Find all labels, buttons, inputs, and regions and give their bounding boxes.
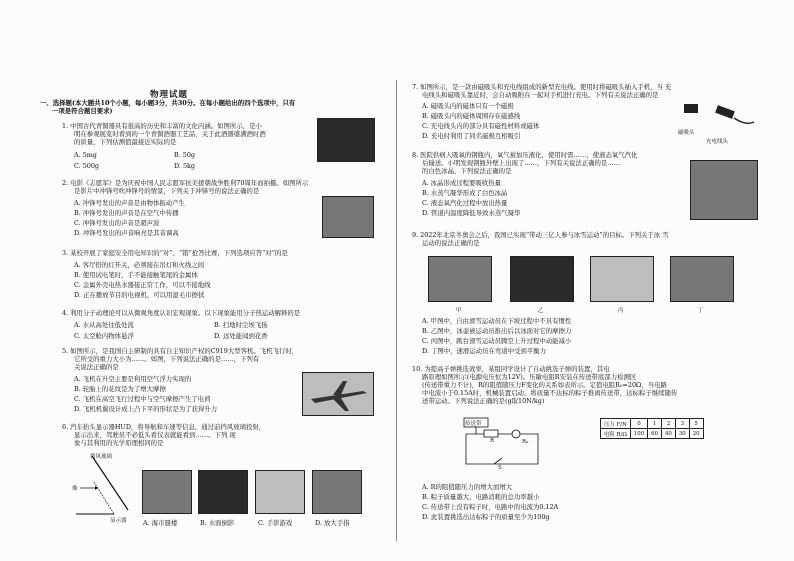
switch-s-label: S [498, 465, 502, 471]
speed-skating-photo [670, 256, 734, 302]
shadow-play-photo [255, 470, 305, 514]
q2-stem-2: 是影片中冲锋号吹冲锋号的情景，下列关于冲锋号的说法正确的是 [74, 187, 260, 195]
q4-option-d: D. 远处能闻到花香 [214, 332, 268, 340]
freestyle-ski-photo [428, 256, 492, 302]
bronze-vessel-photo [317, 118, 375, 162]
q10-option-a: A. R的阻值随压力的增大而增大 [422, 483, 513, 491]
q3-stem: 3. 某校开展了家庭安全用电知识的“对”、“错”抢答比赛，下列选项应答“对”的是 [62, 249, 288, 257]
table-cell: 1 [648, 419, 662, 429]
q10-stem-5: 送带运动。下列说法正确的是(g取10N/kg) [422, 397, 545, 405]
table-cell: 压力 F/N [601, 419, 631, 429]
q9-stem-1: 9. 2022年北京冬奥会之后，我国已实现“带动三亿人参与冰雪运动”的目标。下列关于冰 雪 [412, 231, 669, 239]
section-intro-line-2: 一项是符合题目要求) [52, 107, 113, 115]
q1-option-b: B. 50g [174, 151, 195, 159]
q8-stem-1: 8. 医院供病人吸氧的钢瓶内，氧气被加压液化，使用时需……，使液态氧气汽化 [412, 151, 638, 159]
q9-option-d: D. 丁图中，速滑运动员在弯道中受到平衡力 [422, 347, 546, 355]
q3-option-c: C. 金属外壳电热水器接正常工作，可以不接地线 [74, 281, 211, 289]
q6-option-b: B. 水面倒影 [200, 519, 235, 527]
water-reflection-photo [198, 470, 248, 514]
resistor-r0-label: R₀ [522, 439, 529, 445]
q7-option-b: B. 磁吸头内的磁体周围存在磁感线 [422, 112, 521, 120]
q3-option-d: D. 正在播放节目的电视机，可以用湿毛巾擦拭 [74, 291, 205, 299]
cable-head-label: 充电线头 [706, 139, 729, 145]
q2-option-d: D. 冲锋号发出的声音响亮是其音调高 [74, 229, 179, 237]
table-cell: 40 [662, 429, 676, 439]
q2-option-a: A. 冲锋号发出的声音是由物体振动产生 [74, 199, 185, 207]
q4-stem: 4. 利用分子动理论可以从微观角度认识宏观现象。以下现象能用分子热运动解释的是 [62, 309, 301, 317]
q1-option-c: C. 500g [74, 162, 100, 170]
mirage-photo [142, 470, 192, 514]
q1-stem-2: 明在参观展览时看到的一个青铜酒器工艺品，关于此酒器盛满酒时酒 [74, 130, 266, 138]
q5-option-a: A. 飞机在升空主要是利用空气浮力实现的 [74, 375, 192, 383]
caption-bing: 丙 [618, 308, 624, 314]
image-label: 像 [72, 486, 78, 492]
q10-option-c: C. 传送带上没有粽子时，电路中的电流为0.12A [422, 503, 559, 511]
ski-jump-photo [590, 256, 654, 302]
q10-option-d: D. 此装置挑选出达标粽子的质量至少为100g [422, 513, 550, 521]
caption-ding: 丁 [698, 308, 704, 314]
q9-option-a: A. 甲图中，自由滑雪运动员在下坡过程中不具有惯性 [422, 317, 572, 325]
q8-option-c: C. 液态氧汽化过程中放出热量 [422, 199, 508, 207]
q8-option-b: B. 水蒸气凝华形成了白色冰晶 [422, 189, 508, 197]
table-cell: 电阻 R/Ω [601, 429, 631, 439]
q8-option-d: D. 管道内温度降低导致水蒸气凝华 [422, 209, 521, 217]
q7-stem-1: 7. 如图所示，是一款由磁吸头和充电线组成的新型充电线。使用时将磁吸头插入手机，当 充 [412, 83, 672, 91]
q6-option-d: D. 放大手指 [315, 519, 350, 527]
table-cell: 30 [675, 429, 689, 439]
oxygen-cylinder-photo [690, 160, 758, 220]
q5-option-b: B. 轮胎上的花纹是为了增大摩擦 [74, 385, 166, 393]
table-cell: 5 [689, 419, 703, 429]
q7-option-a: A. 磁吸头内的磁体只有一个磁极 [422, 102, 514, 110]
q10-stem-4: 中电流小于0.15A时，机械装置启动，将质量不达标的粽子推离传送带，达标粽子继续随传 [422, 389, 678, 397]
q4-option-c: C. 太空舱内物体悬浮 [74, 332, 134, 340]
magnifier-photo [312, 470, 362, 514]
q7-stem-2: 电线头和磁吸头靠近时，会自动吸附在一起对手机进行充电。下列有关说法正确的是 [422, 91, 659, 99]
table-cell: 0 [630, 419, 647, 429]
q2-stem-1: 2. 电影《志愿军》是为庆祝中国人民志愿军抗美援朝战争胜利70周年而拍摄。如图所示 [62, 179, 309, 187]
q4-option-a: A. 水从高处往低处流 [74, 321, 134, 329]
q4-option-b: B. 扫地时尘埃飞扬 [214, 321, 268, 329]
q1-stem-1: 1. 中国古代青铜器具有很高的历史和丰富的文化内涵。如图所示，是小 [62, 122, 262, 130]
q6-option-a: A. 海市蜃楼 [143, 519, 178, 527]
q9-stem-2: 运动的说法正确的是 [422, 239, 480, 247]
page-title: 物理试题 [150, 90, 189, 100]
q10-stem-3: (传送带重力不计)，R的阻值随压力F变化的关系如表所示。定值电阻R₀=20Ω，当电路 [422, 381, 667, 389]
table-row [601, 419, 704, 429]
table-cell: 2 [662, 419, 676, 429]
table-cell: 100 [630, 429, 647, 439]
q10-option-b: B. 粽子质量越大，电路消耗的总功率越小 [422, 493, 540, 501]
curling-photo [510, 256, 574, 302]
table-cell: 60 [648, 429, 662, 439]
table-row [601, 429, 704, 439]
section-intro-line-1: 一、选择题(本大题共10个小题，每小题3分，共30分。在每小题给出的四个选项中，只有 [40, 99, 296, 107]
airplane-icon [303, 373, 373, 415]
display-label: 显示器 [110, 518, 127, 524]
conveyor-label: 传送带 [465, 421, 482, 427]
q8-stem-3: 的白色冰晶，下列说法正确的是 [422, 167, 512, 175]
q2-option-b: B. 冲锋号发出的声音是在空气中传播 [74, 209, 179, 217]
q3-option-a: A. 客厅搭的灯开关，必须接在吊灯和火线之间 [74, 261, 205, 269]
q6-stem-2: 显示出来，驾驶员不必低头看仪表就能看到……。下列 现 [74, 431, 236, 439]
q6-stem-3: 象与其利用的光学原理相同的是 [74, 439, 164, 447]
windshield-label: 挡风玻璃 [90, 454, 113, 460]
q8-stem-2: 后输送。小明发现钢瓶外壁上出现了……，下列有关说法正确的是…… [422, 159, 621, 167]
q9-option-c: C. 丙图中，跳台滑雪运动员腾空上升过程中动能减小 [422, 337, 572, 345]
q9-option-b: B. 乙图中，冰壶被运动员推出后以冰面对它的摩擦力 [422, 327, 572, 335]
magnetic-head-label: 磁吸头 [678, 130, 695, 136]
pressure-resistance-table [600, 418, 704, 439]
q7-option-c: C. 充电线头内的部分具有磁性材料或磁体 [422, 122, 540, 130]
resistor-r-label: R [490, 438, 495, 444]
q6-stem-1: 6. 汽车抬头显示器HUD，将导航和车速等信息，通过前挡风玻璃投射， [62, 423, 266, 431]
q10-stem-1: 10. 为提高子弹挑选效率，某组同学设计了自动挑选子弹的装置，其电 [412, 365, 610, 373]
q5-stem-2: 它所受的重力大小为……。如图，下列说法正确的是……，下列有 [74, 355, 260, 363]
column-divider [396, 80, 397, 541]
caption-yi: 乙 [538, 308, 544, 314]
table-cell: 20 [689, 429, 703, 439]
q5-option-d: D. 飞机机翼设计成上凸下平的形状是为了获得升力 [74, 405, 218, 413]
magnetic-charger-diagram [676, 102, 756, 142]
q1-option-a: A. 5mg [74, 151, 97, 159]
q3-option-b: B. 使用试电笔时，手不能接触笔尾的金属体 [74, 271, 198, 279]
q10-stem-2: 路原理如图所示(电源电压恒为12V)。压敏电阻R安装在传送带底部力检测区 [422, 373, 637, 381]
caption-jia: 甲 [456, 308, 462, 314]
q6-option-c: C. 手影游戏 [258, 519, 293, 527]
bugle-soldier-photo [322, 196, 374, 238]
q2-option-c: C. 冲锋号发出的声音是超声波 [74, 219, 160, 227]
q8-option-a: A. 冰晶形成过程要吸收热量 [422, 179, 501, 187]
q1-stem-3: 的质量，下列估测值最接近实际的是 [74, 138, 177, 146]
table-cell: 3 [675, 419, 689, 429]
hud-diagram [74, 452, 134, 522]
q5-stem-1: 5. 如图所示，是我国自主研制的具有自主知识产权的C919大型客机。飞机飞行时， [62, 347, 299, 355]
q5-option-c: C. 飞机在高空飞行过程中与空气摩擦产生了电荷 [74, 395, 211, 403]
q5-stem-3: 关说法正确的是 [74, 363, 119, 371]
c919-airplane-photo [302, 372, 374, 416]
q7-option-d: D. 充电时利用了同名磁极互相吸引 [422, 132, 521, 140]
q1-option-d: D. 5kg [174, 162, 195, 170]
